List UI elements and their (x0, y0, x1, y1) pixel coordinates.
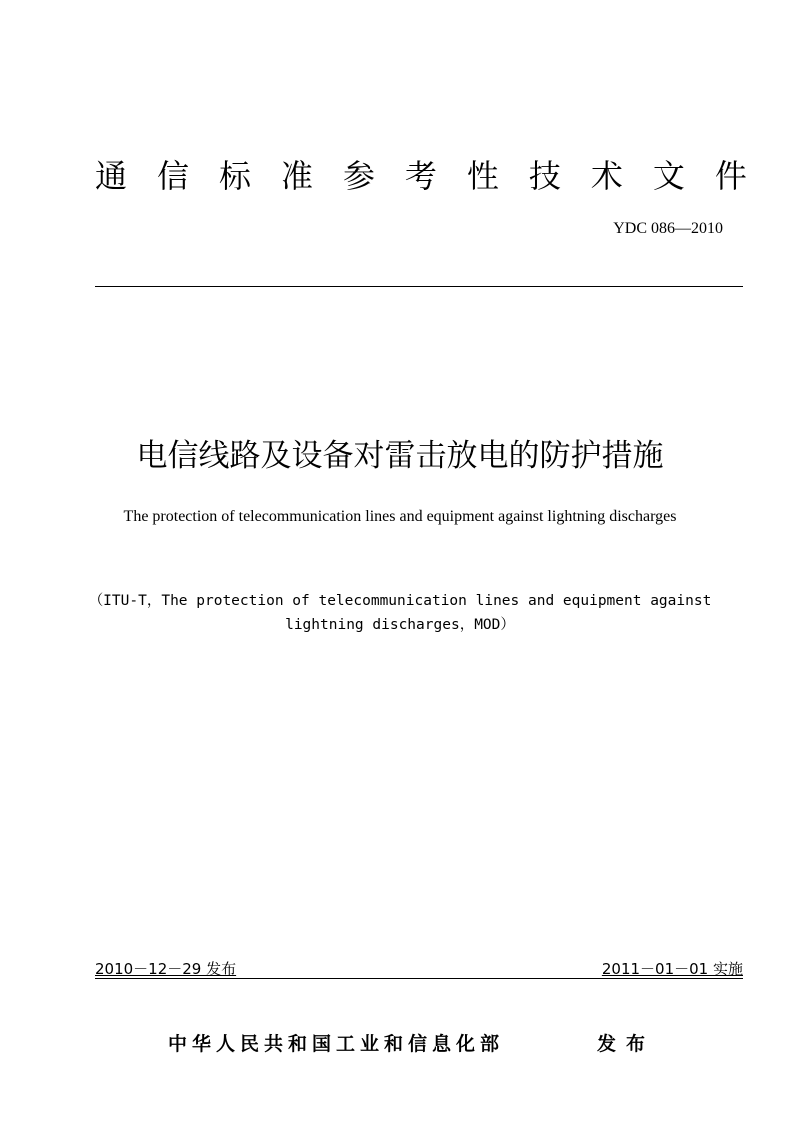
series-title-char: 考 (404, 157, 437, 195)
series-title-char: 件 (714, 157, 747, 195)
series-title (95, 152, 747, 200)
series-title-char: 信 (156, 157, 189, 195)
series-title-char: 技 (528, 157, 561, 195)
implementation-date: 2011－01－01 实施 (601, 960, 743, 978)
publisher-name: 中华人民共和国工业和信息化部 (168, 1033, 505, 1055)
series-title-char: 标 (218, 157, 251, 195)
series-title-char: 文 (652, 157, 685, 195)
document-title-cn: 电信线路及设备对雷击放电的防护措施 (136, 438, 664, 474)
document-title-en: The protection of telecommunication lines and equipment against lightning discharges (123, 508, 677, 525)
series-title-char: 术 (590, 157, 623, 195)
series-title-char: 性 (466, 157, 499, 195)
itu-reference: （ITU-T，The protection of telecommunication lines and equipment against lightning discharges，MOD） (88, 593, 712, 633)
top-divider (95, 286, 743, 287)
publish-action: 发布 (597, 1033, 656, 1055)
document-number: YDC 086—2010 (613, 220, 723, 237)
series-title-char: 参 (342, 157, 375, 195)
series-title-char: 准 (280, 157, 313, 195)
bottom-divider (95, 978, 743, 979)
issue-date: 2010－12－29 发布 (95, 960, 237, 978)
series-title-char: 通 (95, 157, 128, 195)
